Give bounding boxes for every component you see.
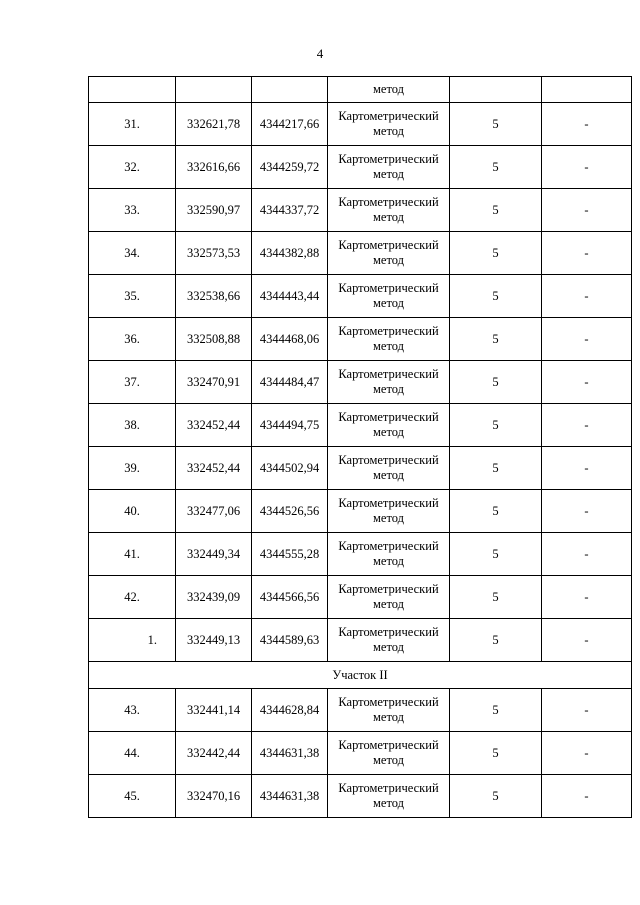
table-row (89, 189, 632, 232)
table-row (89, 576, 632, 619)
accuracy-cell: 5 (450, 275, 542, 318)
y-coordinate-cell: 4344484,47 (252, 361, 328, 404)
table-row (89, 447, 632, 490)
table-row (89, 775, 632, 818)
note-cell: - (542, 275, 632, 318)
accuracy-cell: 5 (450, 619, 542, 662)
method-cell: Картометрический метод (328, 318, 450, 361)
table-row (89, 619, 632, 662)
note-cell: - (542, 775, 632, 818)
method-cell: Картометрический метод (328, 146, 450, 189)
y-coordinate-cell: 4344566,56 (252, 576, 328, 619)
point-number-cell: 35. (89, 275, 176, 318)
table-row (89, 689, 632, 732)
method-cell: Картометрический метод (328, 404, 450, 447)
y-coordinate-cell: 4344589,63 (252, 619, 328, 662)
point-number-cell: 39. (89, 447, 176, 490)
table-row (89, 533, 632, 576)
table-row (89, 318, 632, 361)
x-coordinate-cell: 332449,34 (176, 533, 252, 576)
x-coordinate-cell: 332573,53 (176, 232, 252, 275)
y-coordinate-cell: 4344382,88 (252, 232, 328, 275)
y-coordinate-cell: 4344628,84 (252, 689, 328, 732)
table-row (89, 361, 632, 404)
y-coordinate-cell: 4344631,38 (252, 775, 328, 818)
method-cell: Картометрический метод (328, 275, 450, 318)
x-coordinate-cell: 332477,06 (176, 490, 252, 533)
method-cell: Картометрический метод (328, 361, 450, 404)
method-cell: Картометрический метод (328, 447, 450, 490)
x-coordinate-cell: 332441,14 (176, 689, 252, 732)
note-cell: - (542, 732, 632, 775)
y-coordinate-cell: 4344443,44 (252, 275, 328, 318)
table-row (89, 490, 632, 533)
accuracy-cell: 5 (450, 447, 542, 490)
x-coordinate-cell: 332538,66 (176, 275, 252, 318)
y-coordinate-cell: 4344555,28 (252, 533, 328, 576)
y-coordinate-cell: 4344631,38 (252, 732, 328, 775)
note-cell: - (542, 318, 632, 361)
method-cell: Картометрический метод (328, 619, 450, 662)
cell-y (252, 77, 328, 103)
note-cell: - (542, 689, 632, 732)
note-cell: - (542, 490, 632, 533)
accuracy-cell: 5 (450, 318, 542, 361)
method-cell: Картометрический метод (328, 775, 450, 818)
x-coordinate-cell: 332616,66 (176, 146, 252, 189)
method-cell: Картометрический метод (328, 490, 450, 533)
accuracy-cell: 5 (450, 146, 542, 189)
y-coordinate-cell: 4344217,66 (252, 103, 328, 146)
x-coordinate-cell: 332470,91 (176, 361, 252, 404)
accuracy-cell: 5 (450, 232, 542, 275)
x-coordinate-cell: 332470,16 (176, 775, 252, 818)
method-cell: Картометрический метод (328, 576, 450, 619)
y-coordinate-cell: 4344502,94 (252, 447, 328, 490)
cell-accuracy (450, 77, 542, 103)
method-cell: Картометрический метод (328, 732, 450, 775)
section-row (89, 662, 632, 689)
point-number-cell: 40. (89, 490, 176, 533)
accuracy-cell: 5 (450, 576, 542, 619)
y-coordinate-cell: 4344259,72 (252, 146, 328, 189)
note-cell: - (542, 404, 632, 447)
cell-num (89, 77, 176, 103)
table-row (89, 732, 632, 775)
table-row (89, 146, 632, 189)
section-title: Участок II (89, 662, 632, 689)
note-cell: - (542, 576, 632, 619)
point-number-cell: 1. (89, 619, 176, 662)
accuracy-cell: 5 (450, 775, 542, 818)
point-number-cell: 33. (89, 189, 176, 232)
point-number-cell: 43. (89, 689, 176, 732)
cell-x (176, 77, 252, 103)
table-row (89, 404, 632, 447)
method-cell: Картометрический метод (328, 689, 450, 732)
x-coordinate-cell: 332508,88 (176, 318, 252, 361)
point-number-cell: 36. (89, 318, 176, 361)
x-coordinate-cell: 332452,44 (176, 447, 252, 490)
y-coordinate-cell: 4344337,72 (252, 189, 328, 232)
y-coordinate-cell: 4344526,56 (252, 490, 328, 533)
accuracy-cell: 5 (450, 533, 542, 576)
note-cell: - (542, 361, 632, 404)
point-number-cell: 41. (89, 533, 176, 576)
table-body (89, 77, 632, 818)
table-row (89, 275, 632, 318)
point-number-cell: 45. (89, 775, 176, 818)
y-coordinate-cell: 4344468,06 (252, 318, 328, 361)
page-number: 4 (316, 46, 324, 61)
method-cell: Картометрический метод (328, 533, 450, 576)
x-coordinate-cell: 332590,97 (176, 189, 252, 232)
coordinates-table (88, 76, 632, 818)
accuracy-cell: 5 (450, 361, 542, 404)
x-coordinate-cell: 332442,44 (176, 732, 252, 775)
point-number-cell: 32. (89, 146, 176, 189)
continuation-row (89, 77, 632, 103)
accuracy-cell: 5 (450, 189, 542, 232)
y-coordinate-cell: 4344494,75 (252, 404, 328, 447)
x-coordinate-cell: 332449,13 (176, 619, 252, 662)
x-coordinate-cell: 332452,44 (176, 404, 252, 447)
point-number-cell: 37. (89, 361, 176, 404)
accuracy-cell: 5 (450, 404, 542, 447)
method-cell: Картометрический метод (328, 103, 450, 146)
note-cell: - (542, 533, 632, 576)
accuracy-cell: 5 (450, 490, 542, 533)
accuracy-cell: 5 (450, 732, 542, 775)
note-cell: - (542, 103, 632, 146)
note-cell: - (542, 232, 632, 275)
accuracy-cell: 5 (450, 689, 542, 732)
accuracy-cell: 5 (450, 103, 542, 146)
table-row (89, 103, 632, 146)
note-cell: - (542, 619, 632, 662)
point-number-cell: 38. (89, 404, 176, 447)
point-number-cell: 31. (89, 103, 176, 146)
note-cell: - (542, 146, 632, 189)
point-number-cell: 44. (89, 732, 176, 775)
point-number-cell: 34. (89, 232, 176, 275)
note-cell: - (542, 189, 632, 232)
x-coordinate-cell: 332439,09 (176, 576, 252, 619)
point-number-cell: 42. (89, 576, 176, 619)
method-cell: Картометрический метод (328, 189, 450, 232)
x-coordinate-cell: 332621,78 (176, 103, 252, 146)
note-cell: - (542, 447, 632, 490)
continuation-method-cell: метод (328, 77, 450, 103)
method-cell: Картометрический метод (328, 232, 450, 275)
cell-note (542, 77, 632, 103)
table-row (89, 232, 632, 275)
